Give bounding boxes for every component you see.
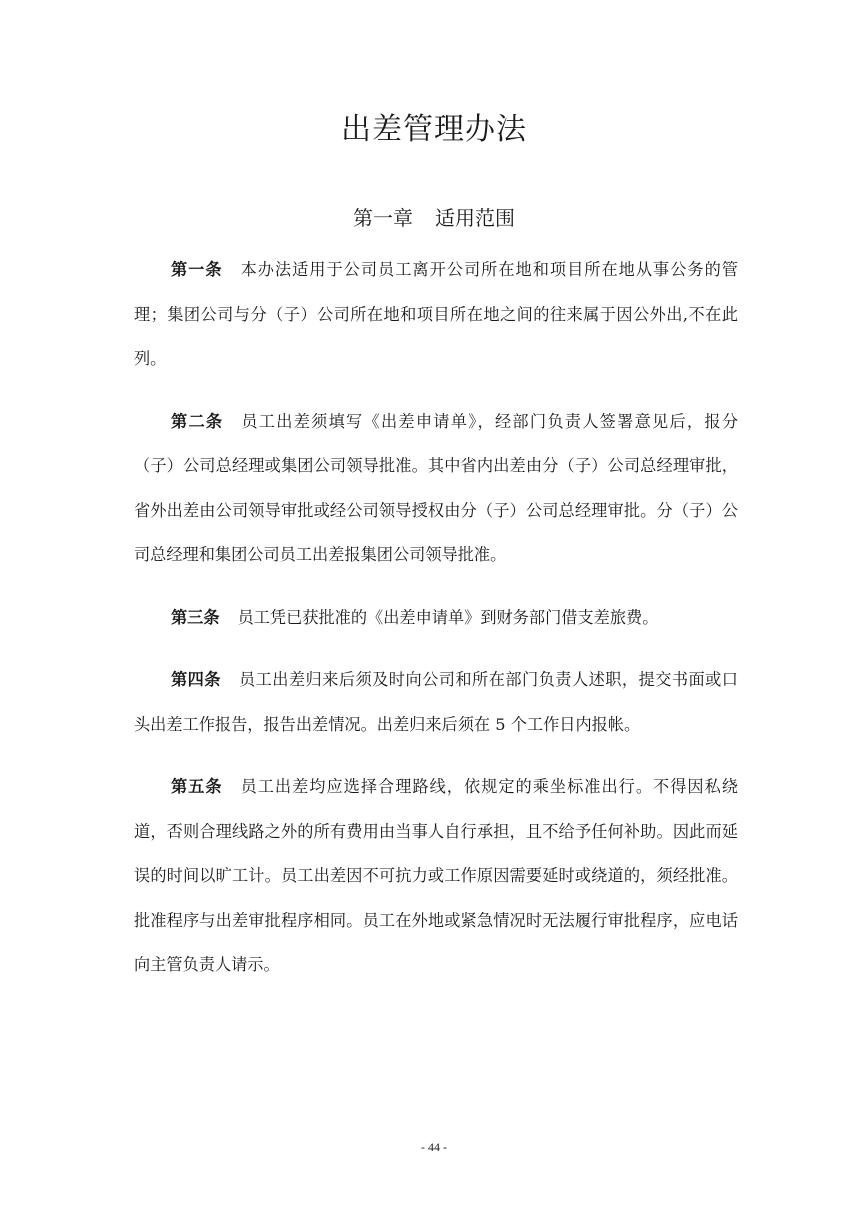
article-3 xyxy=(134,596,738,641)
article-list xyxy=(134,248,738,1006)
article-text: 员工出差须填写《出差申请单》，经部门负责人签署意见后，报分（子）公司总经理或集团公司领导批准。其中省内出差由分（子）公司总经理审批，省外出差由公司领导审批或经公司领导授权由分（子）公司总经理审批。分（子）公司总经理和集团公司员工出差报集团公司领导批准。 xyxy=(134,411,739,564)
article-text: 员工凭已获批准的《出差申请单》到财务部门借支差旅费。 xyxy=(237,607,659,627)
article-text: 员工出差均应选择合理路线，依规定的乘坐标准出行。不得因私绕道，否则合理线路之外的所有费用由当事人自行承担，且不给予任何补助。因此而延误的时间以旷工计。员工出差因不可抗力或工作原因需要延时或绕道的，须经批准。批准程序与出差审批程序相同。员工在外地或紧急情况时无法履行审批程序，应电话向主管负责人请示。 xyxy=(134,777,738,974)
article-4 xyxy=(134,658,738,747)
article-text: 本办法适用于公司员工离开公司所在地和项目所在地从事公务的管理；集团公司与分（子）公司所在地和项目所在地之间的往来属于因公外出,不在此列。 xyxy=(134,260,738,368)
article-label: 第一条 xyxy=(171,260,223,279)
page-title: 出差管理办法 xyxy=(341,112,527,147)
article-label: 第二条 xyxy=(171,411,224,431)
chapter-name: 适用范围 xyxy=(435,206,515,230)
chapter-heading xyxy=(0,200,868,236)
article-2 xyxy=(134,400,738,578)
article-label: 第五条 xyxy=(171,777,223,796)
article-1 xyxy=(134,248,738,382)
chapter-number: 第一章 xyxy=(353,206,413,230)
article-label: 第三条 xyxy=(171,607,220,627)
article-text: 员工出差归来后须及时向公司和所在部门负责人述职，提交书面或口头出差工作报告，报告出差情况。出差归来后须在 5 个工作日内报帐。 xyxy=(134,670,738,734)
article-5 xyxy=(134,765,738,988)
article-label: 第四条 xyxy=(171,670,221,689)
page-number: - 44 - xyxy=(421,1140,447,1154)
